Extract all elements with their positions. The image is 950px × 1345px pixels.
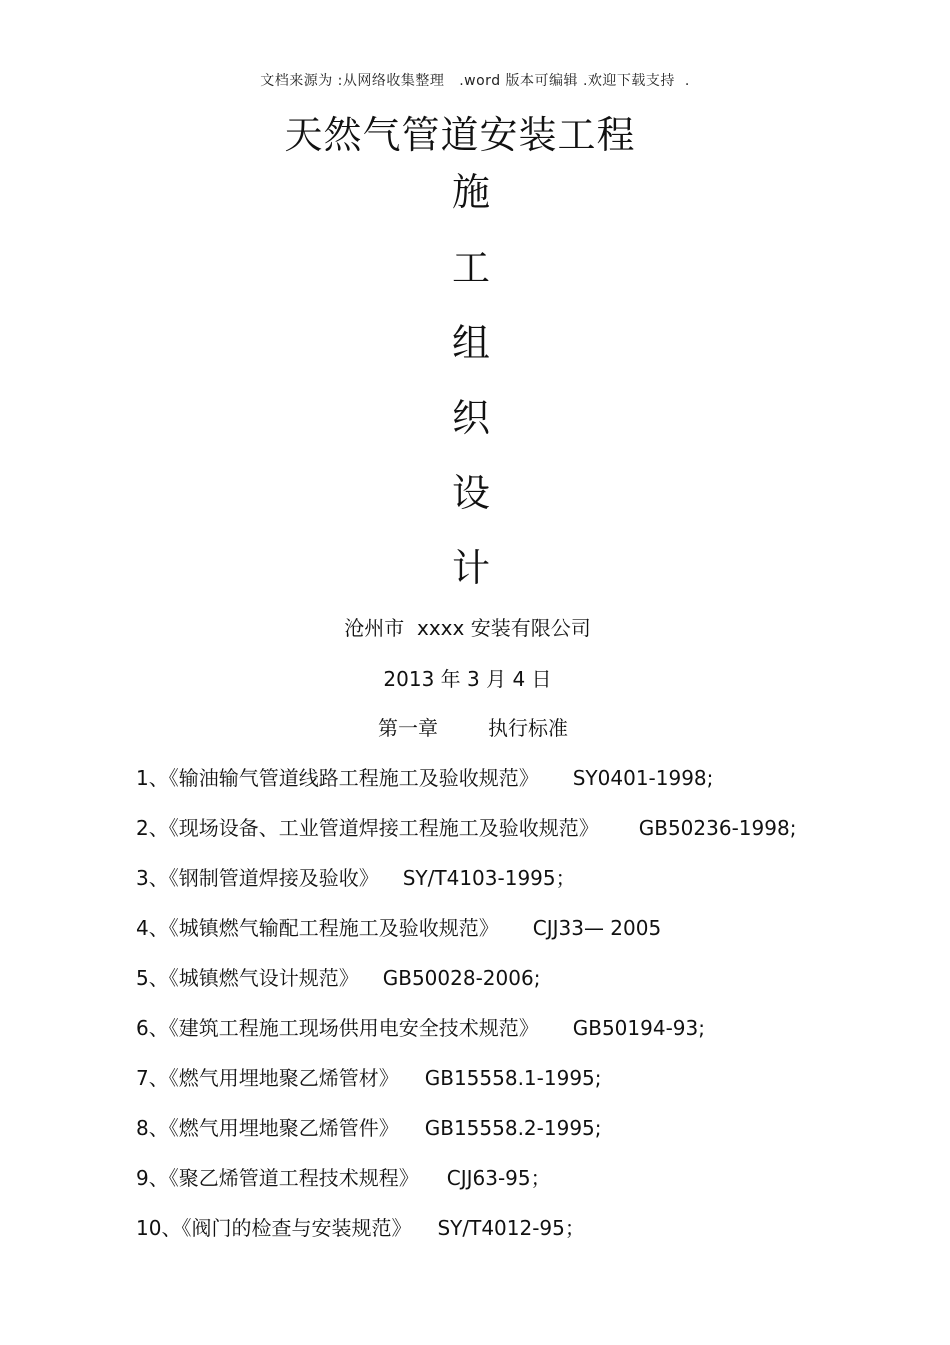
standard-code: GB15558.1-1995;: [424, 1066, 602, 1090]
standard-code: GB50236-1998;: [638, 816, 797, 840]
standard-code: CJJ33— 2005: [532, 916, 662, 940]
standard-item: [136, 1162, 551, 1191]
chapter-title: 执行标准: [488, 716, 568, 740]
standard-name: 4、《城镇燃气输配工程施工及验收规范》: [136, 916, 499, 940]
standard-name: 1、《输油输气管道线路工程施工及验收规范》: [136, 766, 539, 790]
standard-item: [136, 1062, 602, 1091]
standard-item: [136, 962, 540, 991]
standard-item: [136, 1012, 705, 1041]
standard-code: CJJ63-95；: [446, 1166, 551, 1190]
chapter-number: 第一章: [378, 716, 438, 740]
vertical-title-char: 工: [451, 246, 490, 290]
standard-name: 7、《燃气用埋地聚乙烯管材》: [136, 1066, 399, 1090]
standard-code: GB15558.2-1995;: [424, 1116, 602, 1140]
standard-item: [136, 1112, 602, 1141]
chapter-heading: [378, 712, 568, 741]
standard-name: 8、《燃气用埋地聚乙烯管件》: [136, 1116, 399, 1140]
vertical-title-char: 施: [451, 170, 490, 214]
standard-code: GB50194-93;: [572, 1016, 705, 1040]
standard-item: [136, 812, 796, 841]
standard-item: [136, 862, 576, 891]
document-date: 2013 年 3 月 4 日: [383, 667, 552, 691]
vertical-title-char: 织: [451, 396, 490, 440]
standard-name: 6、《建筑工程施工现场供用电安全技术规范》: [136, 1016, 539, 1040]
standard-item: [136, 912, 661, 941]
standard-item: [136, 762, 713, 791]
standard-code: SY/T4012-95；: [437, 1216, 585, 1240]
header-note: 文档来源为 :从网络收集整理 .word 版本可编辑 .欢迎下载支持 .: [260, 73, 690, 89]
standard-name: 5、《城镇燃气设计规范》: [136, 966, 359, 990]
standard-name: 9、《聚乙烯管道工程技术规程》: [136, 1166, 419, 1190]
standard-name: 2、《现场设备、工业管道焊接工程施工及验收规范》: [136, 816, 599, 840]
document-title: 天然气管道安装工程: [284, 113, 636, 157]
standard-code: GB50028-2006;: [382, 966, 541, 990]
standard-code: SY0401-1998;: [572, 766, 714, 790]
company-name: 沧州市 xxxx 安装有限公司: [344, 616, 591, 640]
standard-code: SY/T4103-1995；: [402, 866, 576, 890]
vertical-title-char: 计: [451, 546, 490, 590]
vertical-title-char: 设: [451, 471, 490, 515]
standard-item: [136, 1212, 585, 1241]
standard-name: 3、《钢制管道焊接及验收》: [136, 866, 379, 890]
standard-name: 10、《阀门的检查与安装规范》: [136, 1216, 412, 1240]
vertical-title-char: 组: [451, 321, 490, 365]
